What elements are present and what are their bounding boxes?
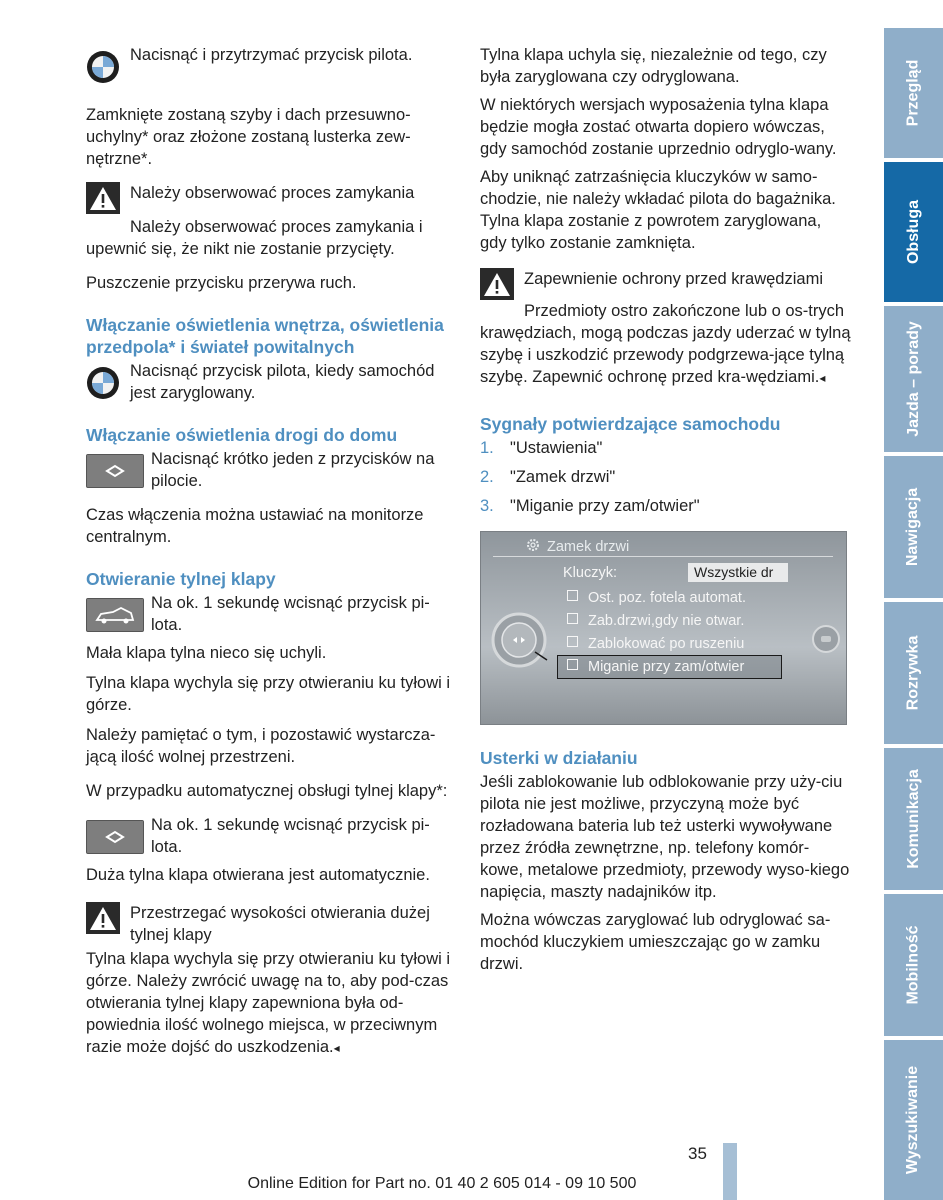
screen-option-selected: Miganie przy zam/otwier — [557, 655, 782, 679]
remote-hold-instruction: Nacisnąć i przytrzymać przycisk pilota. — [86, 44, 456, 92]
heading-interior-lights: Włączanie oświetlenia wnętrza, oświetlenia przedpola* i świateł powitalnych — [86, 315, 444, 357]
warning-closing-text: Należy obserwować proces zamykania i upewnić się, że nikt nie zostanie przycięty. — [86, 218, 423, 258]
key-lock-paragraph: Można wówczas zaryglować lub odryglować sa-mochód kluczykiem umieszczając go w zamku drzwi. — [480, 911, 831, 973]
big-tailgate-paragraph: Duża tylna klapa otwierana jest automatycznie. — [86, 866, 430, 884]
settings-gear-icon — [525, 537, 541, 553]
tab-rozrywka[interactable]: Rozrywka — [884, 602, 943, 744]
checkbox-icon — [567, 590, 578, 601]
warning-edges-text: Przedmioty ostro zakończone lub o os-trych krawędziach, mogą podczas jazdy uderzać w tylną szybę i uszkodzić przewody podgrzewa-jące tylną szybę. Zapewnić ochronę przed kra-wędziami.◂ — [480, 302, 851, 386]
remote-button-icon — [86, 454, 144, 488]
left-column — [86, 44, 456, 1071]
chapter-tabs — [884, 28, 943, 1200]
warning-icon — [86, 902, 120, 934]
checkbox-icon — [567, 613, 578, 624]
space-paragraph: Należy pamiętać o tym, i pozostawić wystarcza-jącą ilość wolnej przestrzeni. — [86, 726, 436, 766]
footer-text: Online Edition for Part no. 01 40 2 605 014 - 09 10 500 — [247, 1175, 637, 1192]
tab-mobilnosc[interactable]: Mobilność — [884, 894, 943, 1036]
tailgate-unlock-paragraph: Tylna klapa uchyla się, niezależnie od tego, czy była zaryglowana czy odryglowana. — [480, 46, 827, 86]
screen-option: Zablokować po ruszeniu — [567, 633, 744, 655]
closing-paragraph: Zamknięte zostaną szyby i dach przesuwno-uchylny* oraz złożone zostaną lusterka zew-nętrzne*. — [86, 106, 411, 168]
heading-home-lights: Włączanie oświetlenia drogi do domu — [86, 425, 398, 445]
versions-paragraph: W niektórych wersjach wyposażenia tylna klapa będzie mogła zostać otwarta dopiero wówczas, gdy samochód zostanie uprzednio odryglo-wany. — [480, 96, 837, 158]
auto-tailgate-instruction: Na ok. 1 sekundę wcisnąć przycisk pi-lota. — [86, 814, 456, 858]
divider — [493, 556, 833, 557]
warning-icon — [86, 182, 120, 214]
list-item: 3. "Miganie przy zam/otwier" — [480, 497, 700, 515]
faults-paragraph: Jeśli zablokowanie lub odblokowanie przy uży-ciu pilota nie jest możliwe, przyczyną może być rozładowana bateria lub też usterki wywoływane przez źródła zewnętrzne, np. telefony komór-kowe, metalowe przedmioty, przewody wyso-kiego napięcia, maszty nadajników itp. — [480, 773, 850, 901]
idrive-screen-image — [480, 531, 847, 725]
list-item: 2. "Zamek drzwi" — [480, 468, 616, 486]
warning-tailgate-text: Tylna klapa wychyla się przy otwieraniu ku tyłowi i górze. Należy zwrócić uwagę na to, aby pod-czas otwierania tylnej klapy zapewniona była od-powiednia ilość wolnego miejsca, w przeciwnym razie może dojść do uszkodzenia.◂ — [86, 950, 451, 1056]
keys-paragraph: Aby uniknąć zatrzaśnięcia kluczyków w samo-chodzie, nie należy wkładać pilota do bagażnika. Tylna klapa zostanie z powrotem zaryglowana, gdy tylko zostanie zamknięta. — [480, 168, 836, 252]
auto-paragraph: W przypadku automatycznej obsługi tylnej klapy*: — [86, 782, 448, 800]
heading-signals: Sygnały potwierdzające samochodu — [480, 414, 781, 434]
tab-jazda-porady[interactable]: Jazda – porady — [884, 306, 943, 452]
remote-button-icon — [86, 820, 144, 854]
checkbox-icon — [567, 636, 578, 647]
home-lights-instruction: Nacisnąć krótko jeden z przycisków na pilocie. — [86, 448, 456, 492]
tab-obsluga[interactable]: Obsługa — [884, 162, 943, 302]
duration-paragraph: Czas włączenia można ustawiać na monitorze centralnym. — [86, 506, 424, 546]
tab-nawigacja[interactable]: Nawigacja — [884, 456, 943, 598]
page-number: 35 — [688, 1144, 707, 1163]
warning-tailgate-height: Przestrzegać wysokości otwierania dużej tylnej klapy Tylna klapa wychyla się przy otwieraniu ku tyłowi i górze. Należy zwrócić uwagę na to, aby pod-czas otwierania tylnej klapy zapewniona była od-powiednia ilość wolnego miejsca, w przeciwnym razie może dojść do uszkodzenia.◂ — [86, 902, 456, 1059]
bmw-remote-icon — [86, 366, 120, 400]
tailgate-button-icon — [86, 598, 144, 632]
screen-key-value: Wszystkie dr — [688, 563, 788, 582]
scroll-knob-icon — [811, 624, 841, 654]
release-paragraph: Puszczenie przycisku przerywa ruch. — [86, 274, 357, 292]
warning-closing: Należy obserwować proces zamykania Należy obserwować proces zamykania i upewnić się, że nikt nie zostanie przycięty. — [86, 182, 456, 260]
warning-icon — [480, 268, 514, 300]
warning-edges: Zapewnienie ochrony przed krawędziami Przedmioty ostro zakończone lub o os-trych krawędziach, mogą podczas jazdy uderzać w tylną szybę i uszkodzić przewody podgrzewa-jące tylną szybę. Zapewnić ochronę przed kra-wędziami.◂ — [480, 268, 852, 389]
tailgate-instruction: Na ok. 1 sekundę wcisnąć przycisk pi-lota. — [86, 592, 456, 636]
small-tailgate-paragraph: Mała klapa tylna nieco się uchyli. — [86, 644, 327, 662]
tab-komunikacja[interactable]: Komunikacja — [884, 748, 943, 890]
screen-option: Zab.drzwi,gdy nie otwar. — [567, 610, 744, 632]
swing-paragraph: Tylna klapa wychyla się przy otwieraniu ku tyłowi i górze. — [86, 674, 451, 714]
back-mark: ◂ — [819, 371, 826, 385]
heading-tailgate: Otwieranie tylnej klapy — [86, 569, 276, 589]
list-item: 1. "Ustawienia" — [480, 439, 603, 457]
controller-knob-icon — [489, 610, 549, 670]
screen-option: Ost. poz. fotela automat. — [567, 587, 746, 609]
tab-przeglad[interactable]: Przegląd — [884, 28, 943, 158]
checkbox-icon — [567, 659, 578, 670]
back-mark: ◂ — [333, 1041, 340, 1055]
screen-key-label: Kluczyk: — [563, 565, 617, 581]
bmw-remote-icon — [86, 50, 120, 84]
steps-list — [480, 437, 852, 517]
tab-wyszukiwanie[interactable]: Wyszukiwanie — [884, 1040, 943, 1200]
screen-title: Zamek drzwi — [547, 539, 630, 555]
interior-lights-instruction: Nacisnąć przycisk pilota, kiedy samochód jest zaryglowany. — [86, 360, 456, 404]
heading-faults: Usterki w działaniu — [480, 748, 638, 768]
right-column — [480, 44, 852, 987]
